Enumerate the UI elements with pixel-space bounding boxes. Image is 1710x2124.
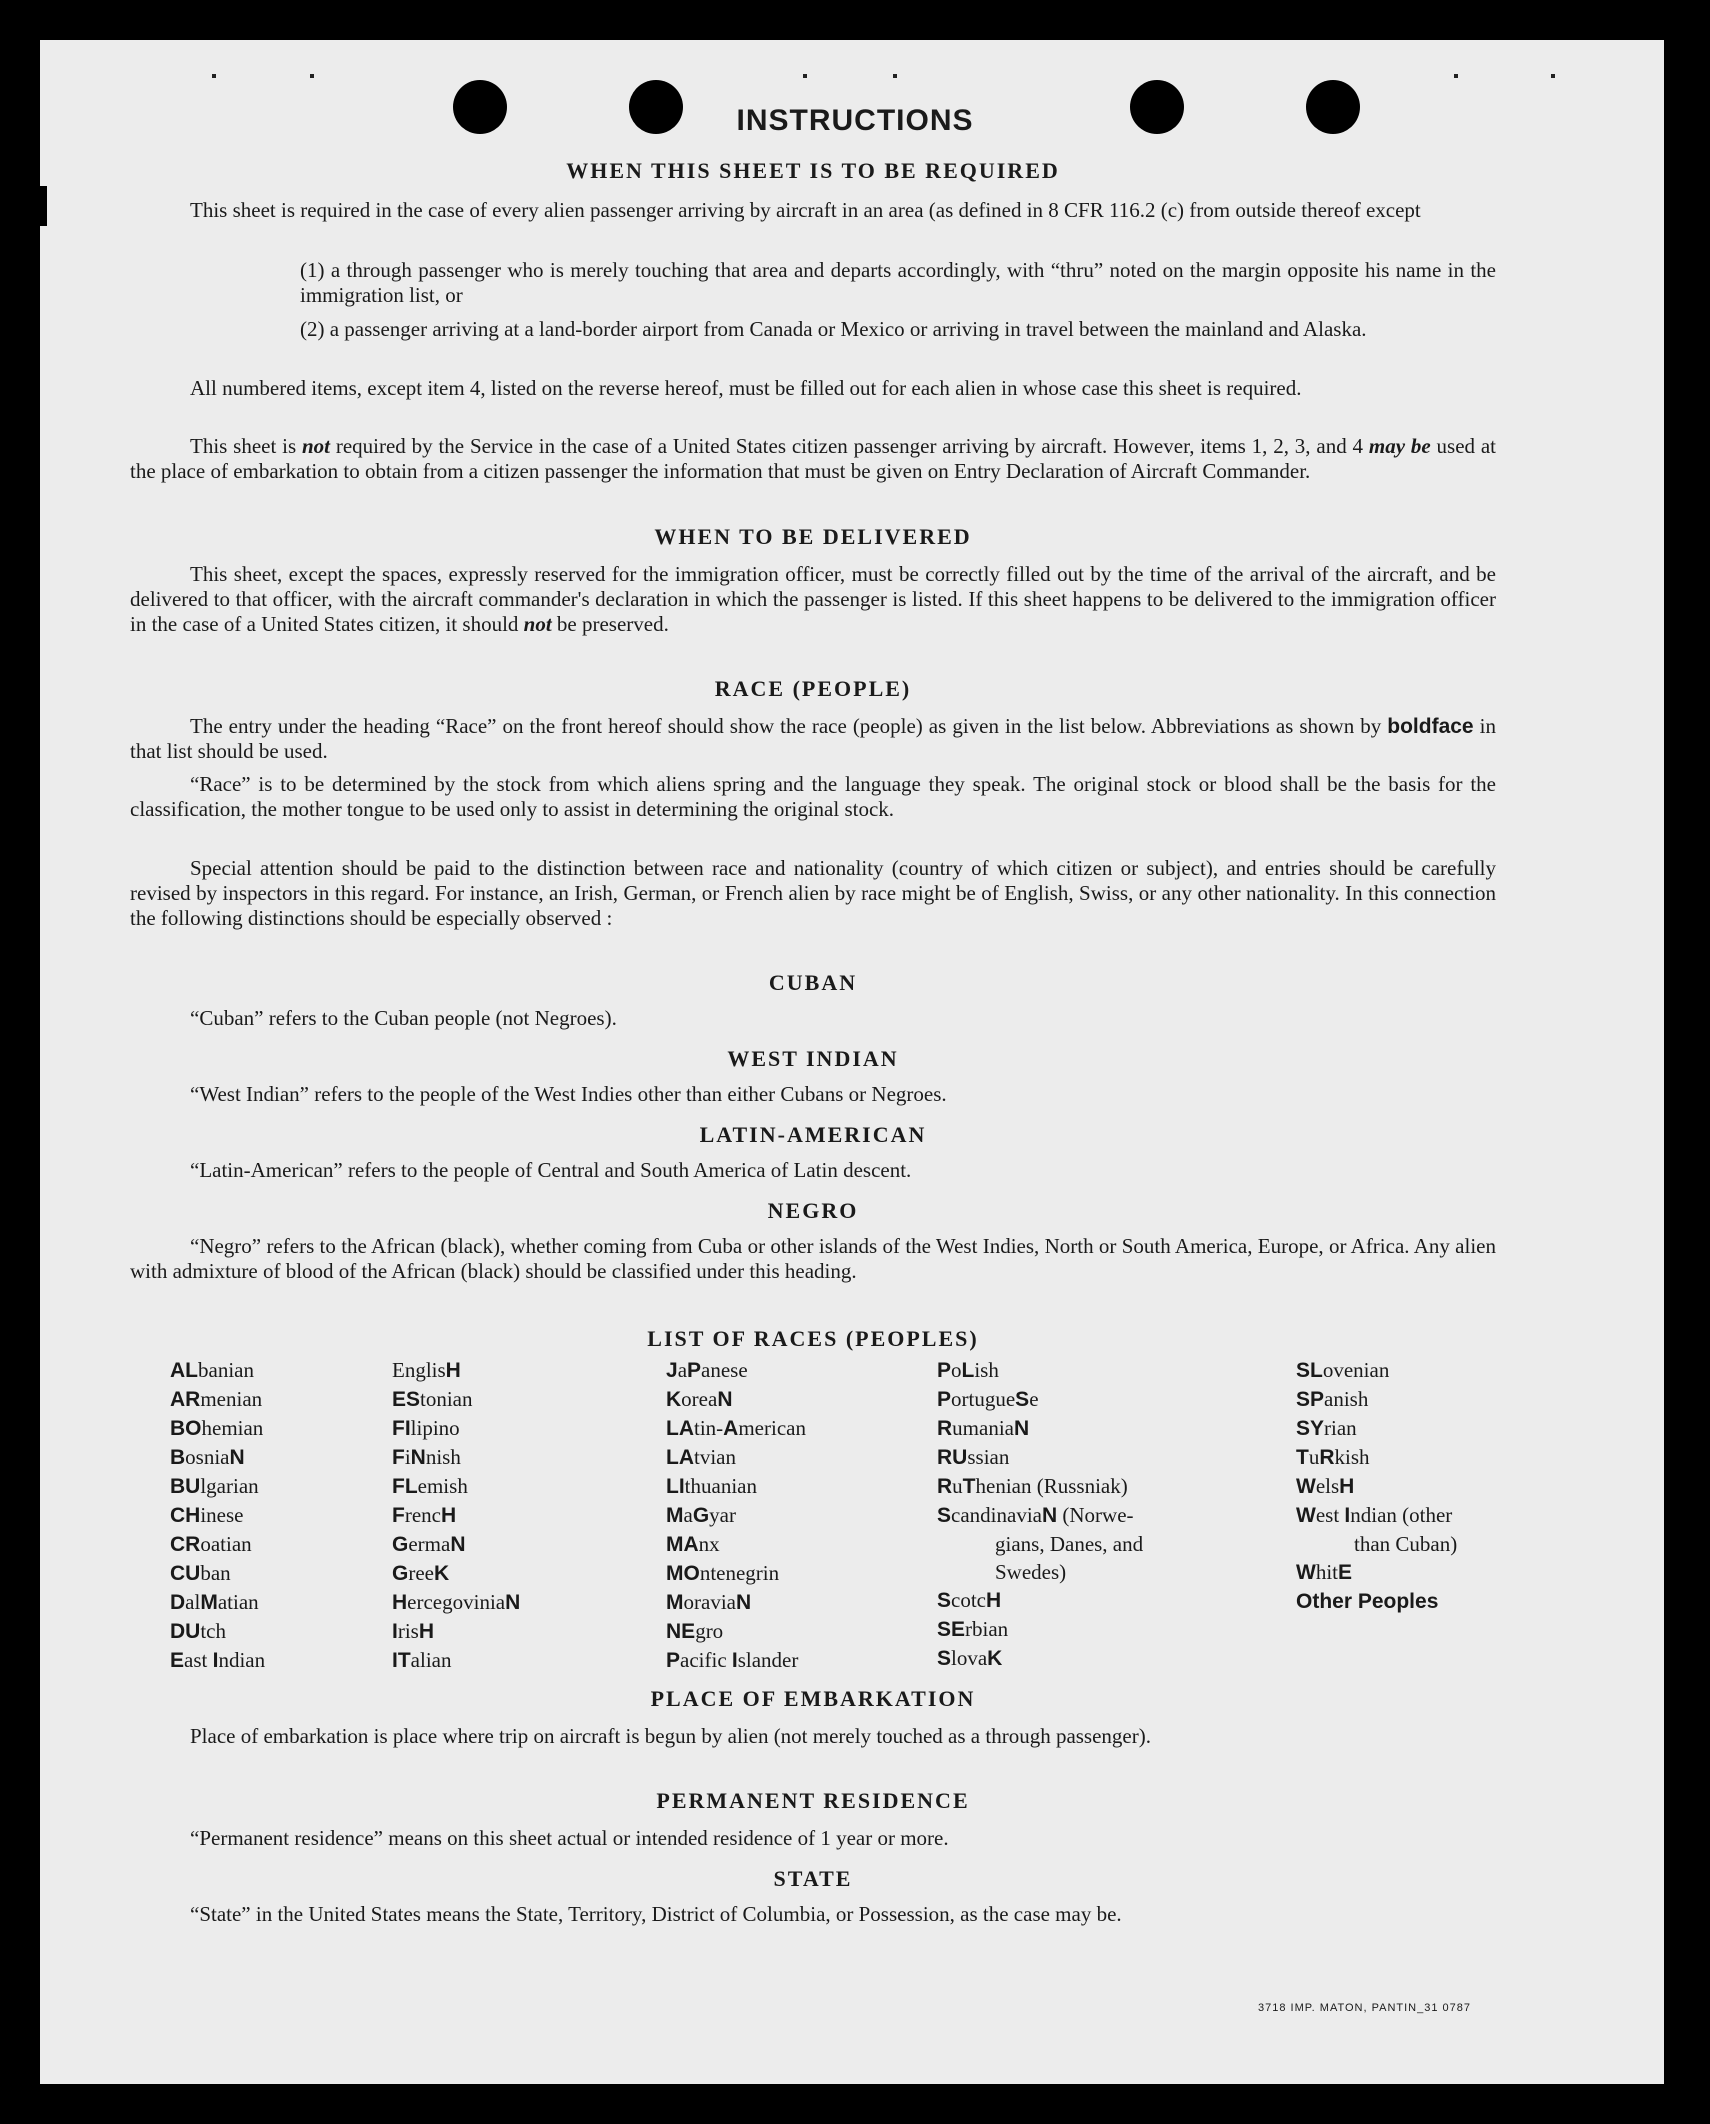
race-entry: ALbanian <box>170 1358 254 1382</box>
heading-permanent-residence: PERMANENT RESIDENCE <box>656 1788 970 1813</box>
race-entry: RumaniaN <box>937 1416 1030 1440</box>
race-entry: RuThenian (Russniak) <box>937 1474 1128 1498</box>
heading-when-required: WHEN THIS SHEET IS TO BE REQUIRED <box>566 158 1060 183</box>
paragraph: Special attention should be paid to the distinction between race and nationality (country of which citizen or subject), and entries should be carefully revised by inspectors in this regard. For instance, an Irish, German, or French alien by race might be of English, Swiss, or any other nationality. In this connection the following distinctions should be especially observed : <box>130 856 1496 930</box>
race-entry: HercegoviniaN <box>392 1590 521 1614</box>
race-entry: FiNnish <box>392 1445 461 1469</box>
paragraph: This sheet, except the spaces, expressly reserved for the immigration officer, must be correctly filled out by the time of the arrival of the aircraft, and be delivered to that officer, with the aircraft commander's declaration in which the passenger is listed. If this sheet happens to be delivered to the immigration officer in the case of a United States citizen, it should not be preserved. <box>130 562 1496 636</box>
race-entry: GreeK <box>392 1561 450 1585</box>
heading-west-indian: WEST INDIAN <box>727 1046 899 1071</box>
race-entry: FIlipino <box>392 1416 460 1440</box>
race-entry: FLemish <box>392 1474 468 1498</box>
race-entry: than Cuban) <box>1354 1532 1458 1556</box>
heading-state: STATE <box>773 1866 853 1891</box>
race-entry: EnglisH <box>392 1358 461 1382</box>
heading-cuban: CUBAN <box>768 970 858 995</box>
paragraph: This sheet is not required by the Service in the case of a United States citizen passenger arriving by aircraft. However, items 1, 2, 3, and 4 may be used at the place of embarkation to obtain from a citizen passenger the information that must be given on Entry Declaration of Aircraft Commander. <box>130 434 1496 483</box>
race-entry: KoreaN <box>666 1387 733 1411</box>
race-entry: Swedes) <box>995 1560 1067 1584</box>
paragraph: “State” in the United States means the State, Territory, District of Columbia, or Possession, as the case may be. <box>190 1902 1122 1926</box>
paragraph: The entry under the heading “Race” on the front hereof should show the race (people) as given in the list below. Abbreviations as shown by boldface in that list should be used. <box>130 714 1496 763</box>
paragraph: Place of embarkation is place where trip on aircraft is begun by alien (not merely touched as a through passenger). <box>190 1724 1151 1748</box>
paragraph: This sheet is required in the case of every alien passenger arriving by aircraft in an area (as defined in 8 CFR 116.2 (c) from outside thereof except <box>190 198 1421 222</box>
margin-mark <box>40 186 47 226</box>
races-column-5 <box>1296 1356 1457 1616</box>
race-entry: gians, Danes, and <box>995 1532 1144 1556</box>
race-entry: ScandinaviaN (Norwe- <box>937 1503 1134 1527</box>
races-column-1 <box>170 1356 265 1675</box>
race-entry: CUban <box>170 1561 231 1585</box>
heading-latin-american: LATIN-AMERICAN <box>699 1122 927 1147</box>
race-entry: MaGyar <box>666 1503 736 1527</box>
heading-embarkation: PLACE OF EMBARKATION <box>650 1686 976 1711</box>
race-entry: SLovenian <box>1296 1358 1390 1382</box>
race-entry: West Indian (other <box>1296 1503 1453 1527</box>
race-entry: MOntenegrin <box>666 1561 780 1585</box>
race-entry: DalMatian <box>170 1590 259 1614</box>
race-entry: Pacific Islander <box>666 1648 799 1672</box>
paragraph-item-2: (2) a passenger arriving at a land-border airport from Canada or Mexico or arriving in travel between the mainland and Alaska. <box>300 317 1367 341</box>
race-entry: BosniaN <box>170 1445 245 1469</box>
race-entry: LAtin-American <box>666 1416 806 1440</box>
race-entry: LIthuanian <box>666 1474 757 1498</box>
paragraph: All numbered items, except item 4, listed on the reverse hereof, must be filled out for each alien in whose case this sheet is required. <box>190 376 1302 400</box>
race-entry: SPanish <box>1296 1387 1369 1411</box>
races-column-4 <box>937 1356 1143 1673</box>
race-entry: ARmenian <box>170 1387 263 1411</box>
race-entry: PortugueSe <box>937 1387 1039 1411</box>
race-entry: GermaN <box>392 1532 466 1556</box>
race-entry: SYrian <box>1296 1416 1357 1440</box>
races-column-2 <box>392 1356 520 1675</box>
paragraph: “Permanent residence” means on this sheet actual or intended residence of 1 year or more. <box>190 1826 949 1850</box>
race-entry: ITalian <box>392 1648 452 1672</box>
paragraph: “Negro” refers to the African (black), whether coming from Cuba or other islands of the West Indies, North or South America, Europe, or Africa. Any alien with admixture of blood of the African (black) should be classified under this heading. <box>130 1234 1496 1283</box>
paragraph: “West Indian” refers to the people of the West Indies other than either Cubans or Negroes. <box>190 1082 947 1106</box>
races-column-3 <box>666 1356 806 1675</box>
race-entry: East Indian <box>170 1648 266 1672</box>
race-entry: NEgro <box>666 1619 724 1643</box>
race-entry: JaPanese <box>666 1358 748 1382</box>
race-entry: ScotcH <box>937 1588 1002 1612</box>
heading-list-of-races: LIST OF RACES (PEOPLES) <box>647 1326 979 1351</box>
race-entry: SlovaK <box>937 1646 1003 1670</box>
race-entry: CHinese <box>170 1503 244 1527</box>
race-entry: DUtch <box>170 1619 226 1643</box>
race-entry: IrisH <box>392 1619 435 1643</box>
race-entry: PoLish <box>937 1358 999 1382</box>
race-entry: EStonian <box>392 1387 473 1411</box>
race-entry: WelsH <box>1296 1474 1355 1498</box>
printer-imprint: 3718 IMP. MATON, PANTIN_31 0787 <box>1258 2002 1471 2014</box>
race-entry: WhitE <box>1296 1560 1353 1584</box>
race-entry: BUlgarian <box>170 1474 259 1498</box>
race-entry: FrencH <box>392 1503 457 1527</box>
paragraph: “Race” is to be determined by the stock from which aliens spring and the language they speak. The original stock or blood shall be the basis for the classification, the mother tongue to be used only to assist in determining the original stock. <box>130 772 1496 821</box>
heading-when-delivered: WHEN TO BE DELIVERED <box>654 524 972 549</box>
paragraph: “Cuban” refers to the Cuban people (not Negroes). <box>190 1006 617 1030</box>
race-entry: Other Peoples <box>1296 1590 1439 1613</box>
race-entry: TuRkish <box>1296 1445 1370 1469</box>
heading-race: RACE (PEOPLE) <box>714 676 912 701</box>
race-entry: BOhemian <box>170 1416 264 1440</box>
race-entry: MAnx <box>666 1532 720 1556</box>
heading-negro: NEGRO <box>767 1198 859 1223</box>
page-title: INSTRUCTIONS <box>736 104 974 137</box>
race-entry: SErbian <box>937 1617 1009 1641</box>
race-entry: RUssian <box>937 1445 1010 1469</box>
paragraph: “Latin-American” refers to the people of Central and South America of Latin descent. <box>190 1158 912 1182</box>
race-entry: MoraviaN <box>666 1590 752 1614</box>
paragraph-item-1: (1) a through passenger who is merely touching that area and departs accordingly, with “thru” noted on the margin opposite his name in the immigration list, or <box>300 258 1496 307</box>
race-entry: LAtvian <box>666 1445 736 1469</box>
race-entry: CRoatian <box>170 1532 252 1556</box>
